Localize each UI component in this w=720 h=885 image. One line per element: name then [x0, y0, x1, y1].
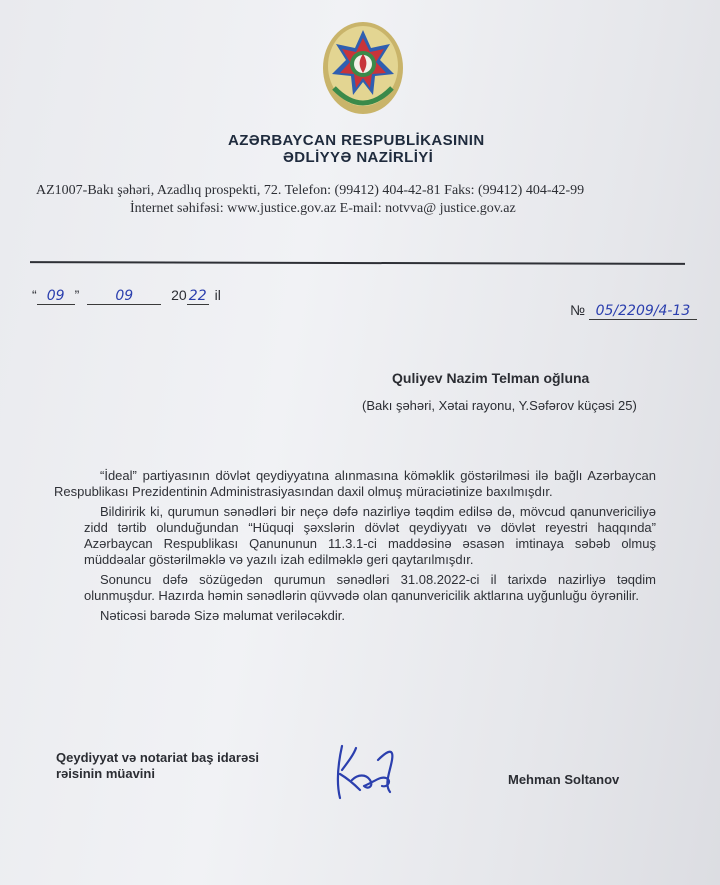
signatory-title-line1: Qeydiyyat və notariat baş idarəsi — [56, 750, 260, 765]
signatory-title-line2: rəisinin müavini — [56, 766, 155, 781]
date-year-suffix: 22 — [187, 288, 209, 305]
date-year-prefix: 20 — [171, 287, 187, 303]
ministry-name-line1: AZƏRBAYCAN RESPUBLİKASININ — [228, 132, 485, 149]
recipient-name: Quliyev Nazim Telman oğluna — [392, 370, 590, 386]
quote-close: ” — [74, 287, 80, 303]
letter-body — [54, 468, 656, 628]
reference-label: № — [570, 302, 586, 318]
quote-open: “ — [32, 287, 37, 303]
contact-web-line: İnternet səhifəsi: www.justice.gov.az E-mail: notvva@ justice.gov.az — [130, 201, 516, 216]
ministry-name-line2: ƏDLİYYƏ NAZİRLİYİ — [283, 149, 434, 166]
body-paragraph: “İdeal” partiyasının dövlət qeydiyyatına alınmasına köməklik göstərilməsi ilə bağlı Azərbaycan Respublikası Prezidentinin Administrasiyasından daxil olmuş müraciətinize baxılmışdır. — [54, 468, 656, 499]
date-suffix: il — [214, 287, 221, 303]
reference-number — [570, 302, 697, 320]
contact-address-line: AZ1007-Bakı şəhəri, Azadlıq prospekti, 72. Telefon: (99412) 404-42-81 Faks: (99412) 404-42-99 — [36, 183, 585, 198]
date-month: 09 — [87, 288, 161, 305]
header-divider — [30, 261, 685, 265]
state-emblem-icon — [320, 18, 406, 116]
ministry-name — [228, 132, 528, 166]
reference-value: 05/2209/4-13 — [589, 303, 697, 320]
letter-date — [32, 287, 221, 305]
body-paragraph: Nəticəsi barədə Sizə məlumat veriləcəkdir. — [100, 608, 345, 623]
date-day: 09 — [37, 288, 75, 305]
handwritten-signature — [330, 740, 400, 802]
recipient-address: (Bakı şəhəri, Xətai rayonu, Y.Səfərov küçəsi 25) — [362, 398, 637, 413]
body-paragraph: Bildiririk ki, qurumun sənədləri bir neçə dəfə nazirliyə təqdim edilsə də, mövcud qanunvericiliyə zidd tərtib olunduğundan “Hüquqi şəxslərin dövlət qeydiyyatı və dövlət reyestri haqqında” Azərbaycan Respublikası Qanununun 11.3.1-ci maddəsinə əsasən imtinaya səbəb olmuş müddəalar göstərilməklə və yazılı izah edilməklə geri qaytarılmışdır. — [84, 504, 656, 567]
signer-name: Mehman Soltanov — [508, 772, 620, 787]
body-paragraph: Sonuncu dəfə sözügedən qurumun sənədləri 31.08.2022-ci il tarixdə nazirliyə təqdim olunmuşdur. Hazırda həmin sənədlərin qüvvədə olan qanunvericilik aktlarına uyğunluğu öyrənilir. — [84, 572, 656, 603]
signatory-title — [56, 750, 259, 782]
